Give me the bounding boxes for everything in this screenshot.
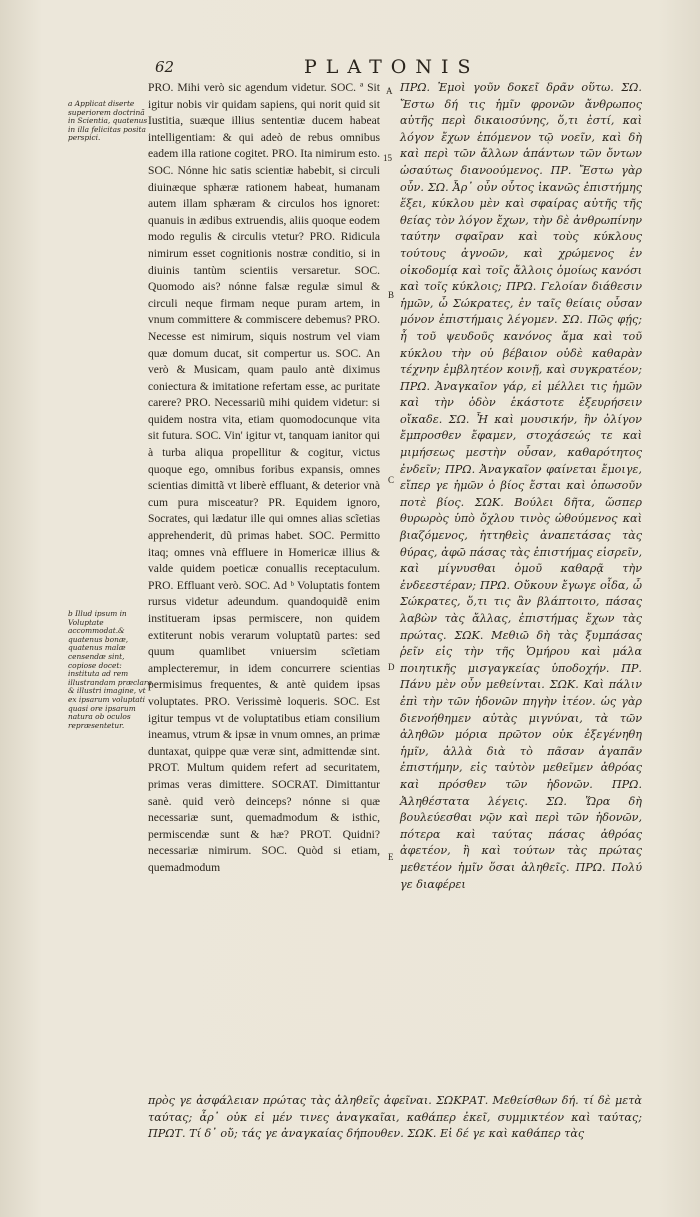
section-letter-b: B	[388, 290, 395, 300]
marginal-note-text: b Illud ipsum in Voluptate accommodat.& quatenus bonæ, quatenus malæ censendæ sint, copiose docet: instituta ad rem illustrandam præclara & illustri imagine, vt ex ipsarum voluptati quasi ore ipsarum natura ob oculos repræsentetur.	[68, 609, 152, 730]
section-letter-c: C	[388, 475, 395, 485]
section-letter-d: D	[388, 662, 395, 672]
greek-column	[400, 80, 642, 893]
latin-column	[148, 80, 380, 877]
marginal-note-text: a Applicat diserte superiorem doctrinã in Scientia, quatenus in illa felicitas posita perspici.	[68, 99, 148, 143]
marginal-note-b	[68, 610, 154, 730]
greek-tail-text: πρὸς γε ἀσφάλειαν πρώτας τὰς ἀληθεῖς ἀφεῖναι. ΣΩΚΡΑΤ. Μεθείσθων δή. τί δὲ μετὰ ταύτας; ἆρ᾽ οὐκ εἰ μέν τινες ἀναγκαῖαι, καθάπερ ἐκεῖ, συμμικτέον καὶ ταύτας; ΠΡΩΤ. Τί δ᾽ οὔ; τάς γε ἀναγκαίας δήπουθεν. ΣΩΚ. Εἰ δέ γε καὶ καθάπερ τὰς	[148, 1094, 642, 1141]
section-letter-a: A	[386, 86, 393, 96]
greek-text: ΠΡΩ. Ἐμοὶ γοῦν δοκεῖ δρᾶν οὕτω. ΣΩ. Ἔστω δή τις ἡμῖν φρονῶν ἄνθρωπος αὐτῆς περὶ δικαιοσύνης, ὅ,τι ἐστί, καὶ λόγον ἔχων ἑπόμενον τῷ νοεῖν, καὶ δὴ καὶ περὶ τῶν ἄλλων ἁπάντων τῶν ὄντων ὡσαύτως διανοούμενος. ΠΡ. Ἔστω γὰρ οὖν. ΣΩ. Ἆρ᾽ οὖν οὗτος ἱκανῶς ἐπιστήμης ἕξει, κύκλου μὲν καὶ σφαίρας αὐτῆς τῆς θείας τὸν λόγον ἔχων, τὴν δὲ ἀνθρωπίνην ταύτην σφαῖραν καὶ τοὺς κύκλους τούτους ἀγνοῶν, καὶ χρώμενος ἐν οἰκοδομίᾳ καὶ τοῖς ἄλλοις ὁμοίως κανόσι καὶ τοῖς κύκλοις; ΠΡΩ. Γελοίαν διάθεσιν ἡμῶν, ὦ Σώκρατες, ἐν ταῖς θείαις οὖσαν μόνον ἐπιστήμαις λέγομεν. ΣΩ. Πῶς φῄς; ἦ τοῦ ψευδοῦς κανόνος ἅμα καὶ τοῦ κύκλου τὴν οὐ βέβαιον οὐδὲ καθαρὰν τέχνην ἐμβλητέον κοινῇ, καὶ συγκρατέον; ΠΡΩ. Ἀναγκαῖον γάρ, εἰ μέλλει τις ἡμῶν καὶ τὴν ὁδὸν ἑκάστοτε ἐξευρήσειν οἴκαδε. ΣΩ. Ἦ καὶ μουσικήν, ἣν ὀλίγον ἔμπροσθεν ἔφαμεν, στοχάσεώς τε καὶ μιμήσεως μεστὴν οὖσαν, καθαρότητος ἐνδεῖν; ΠΡΩ. Ἀναγκαῖον φαίνεται ἔμοιγε, εἴπερ γε ἡμῶν ὁ βίος ἔσται καὶ ὁπωσοῦν ποτὲ βίος. ΣΩΚ. Βούλει δῆτα, ὥσπερ θυρωρὸς ὑπὸ ὄχλου τινὸς ὠθούμενος καὶ βιαζόμενος, ἡττηθεὶς ἀναπετάσας τὰς θύρας, ἀφῶ πάσας τὰς ἐπιστήμας εἰσρεῖν, καὶ μίγνυσθαι ὁμοῦ καθαρᾷ τὴν ἐνδεεστέραν; ΠΡΩ. Οὔκουν ἔγωγε οἶδα, ὦ Σώκρατες, ὅ,τι τις ἂν βλάπτοιτο, πάσας λαβὼν τὰς ἄλλας, ἐπιστήμας ἔχων τὰς πρώτας. ΣΩΚ. Μεθιῶ δὴ τὰς ξυμπάσας ῥεῖν εἰς τὴν τῆς Ὁμήρου καὶ μάλα ποιητικῆς μισγαγκείας ὑποδοχήν. ΠΡ. Πάνυ μὲν οὖν μεθείνται. ΣΩΚ. Καὶ πάλιν ἐπὶ τὴν τῶν ἡδονῶν πηγὴν ἰτέον. ὡς γὰρ διενοήθημεν αὐτὰς μιγνύναι, τὰ τῶν ἀληθῶν μόρια πρῶτον οὐκ ἐξεγένηθη ἡμῖν, ἀλλὰ διὰ τὸ πᾶσαν ἀγαπᾶν ἐπιστήμην, εἰς ταὐτὸν μεθεῖμεν ἀθρόας καὶ πρόσθεν τῶν ἡδονῶν. ΠΡΩ. Ἀληθέστατα λέγεις. ΣΩ. Ὥρα δὴ βουλεύεσθαι νῷν καὶ περὶ τῶν ἡδονῶν, πότερα καὶ ταύτας πάσας ἀθρόας ἀφετέον, ἢ καὶ τούτων τὰς πρώτας μεθετέον ἡμῖν ὅσαι ἀληθεῖς. ΠΡΩ. Πολύ γε διαφέρει	[400, 81, 642, 891]
running-head: PLATONIS	[304, 56, 480, 78]
page-header	[0, 54, 700, 82]
marginal-note-a	[68, 100, 154, 143]
section-letter-e: E	[388, 852, 394, 862]
latin-text: PRO. Mihi verò sic agendum videtur. SOC. ª Sit igitur nobis vir quidam sapiens, qui norit quid sit Iustitia, suæque illius sententiæ ducem habeat intelligentiam: & qui adeò de rebus omnibus eadem illa ratione cogitet. PRO. Ita nimirum esto. SOC. Nónne hic satis scientiæ habebit, si circuli diuinæque sphæræ rationem habeat, humanam autem illam sphæram & circulos hos ignoret: quanuis in ædibus extruendis, aliis quoque eodem modo regulis & circulis vtetur? PRO. Ridicula nimirum esset cognitionis nostræ conditio, si in diuinis tantùm scientiis versaretur. SOC. Quomodo ais? nónne falsæ regulæ simul & circuli neque firmam neque puram artem, in vnum committere & commiscere debemus? PRO. Necesse est nimirum, siquis nostrum vel viam quæ domum ducat, sit compertur us. SOC. An verò & Musicam, quam paulo antè diximus coniectura & imitatione refertam esse, ac puritate carere? PRO. Necessariũ mihi quidem videtur: si quidem nostra vita, etiam quomodocunque vita sit futura. SOC. Vin' igitur vt, tanquam ianitor qui à turba aliqua propellitur & cogitur, victus quoque ego, omnibus foribus expansis, omnes scientias dimittã vt liberè effluant, & deterior vnà cum pura misceatur? PR. Equidem ignoro, Socrates, qui lædatur ille qui omnes alias scĩetias apprehenderit, dũ primas habet. SOC. Permitto itaq; omnes vnà effluere in Homericæ illius & valde quidem poeticæ conuallis receptaculum. PRO. Effluant verò. SOC. Ad ᵇ Voluptatis fontem rursus videtur adeundum. quandoquidẽ enim institueram ipsas permiscere, non quidem extiterunt nobis verarum voluptatũ partes: sed quum quamlibet vniuersim scĩetiam amplecteremur, in idem concurrere scientias permisimus frequentes, & antè quidem ipsas voluptates. PRO. Verissimè loqueris. SOC. Est igitur tempus vt de voluptatibus etiam consilium ineamus, vtrum & ipsæ in vnum omnes, an primæ duntaxat, quippe quæ veræ sint, admittendæ sint. PROT. Multum quidem refert ad securitatem, primas veras dimittere. SOCRAT. Dimittantur sanè. quid verò deinceps? nónne si quæ necessariæ sunt, quemadmodum & isthic, permiscendæ sunt & hæ? PROT. Quidni? necessariæ nimirum. SOC. Quòd si etiam, quemadmodum	[148, 81, 380, 874]
page-number: 62	[155, 58, 175, 76]
greek-continuation	[148, 1093, 642, 1143]
line-number: 15	[383, 153, 392, 163]
